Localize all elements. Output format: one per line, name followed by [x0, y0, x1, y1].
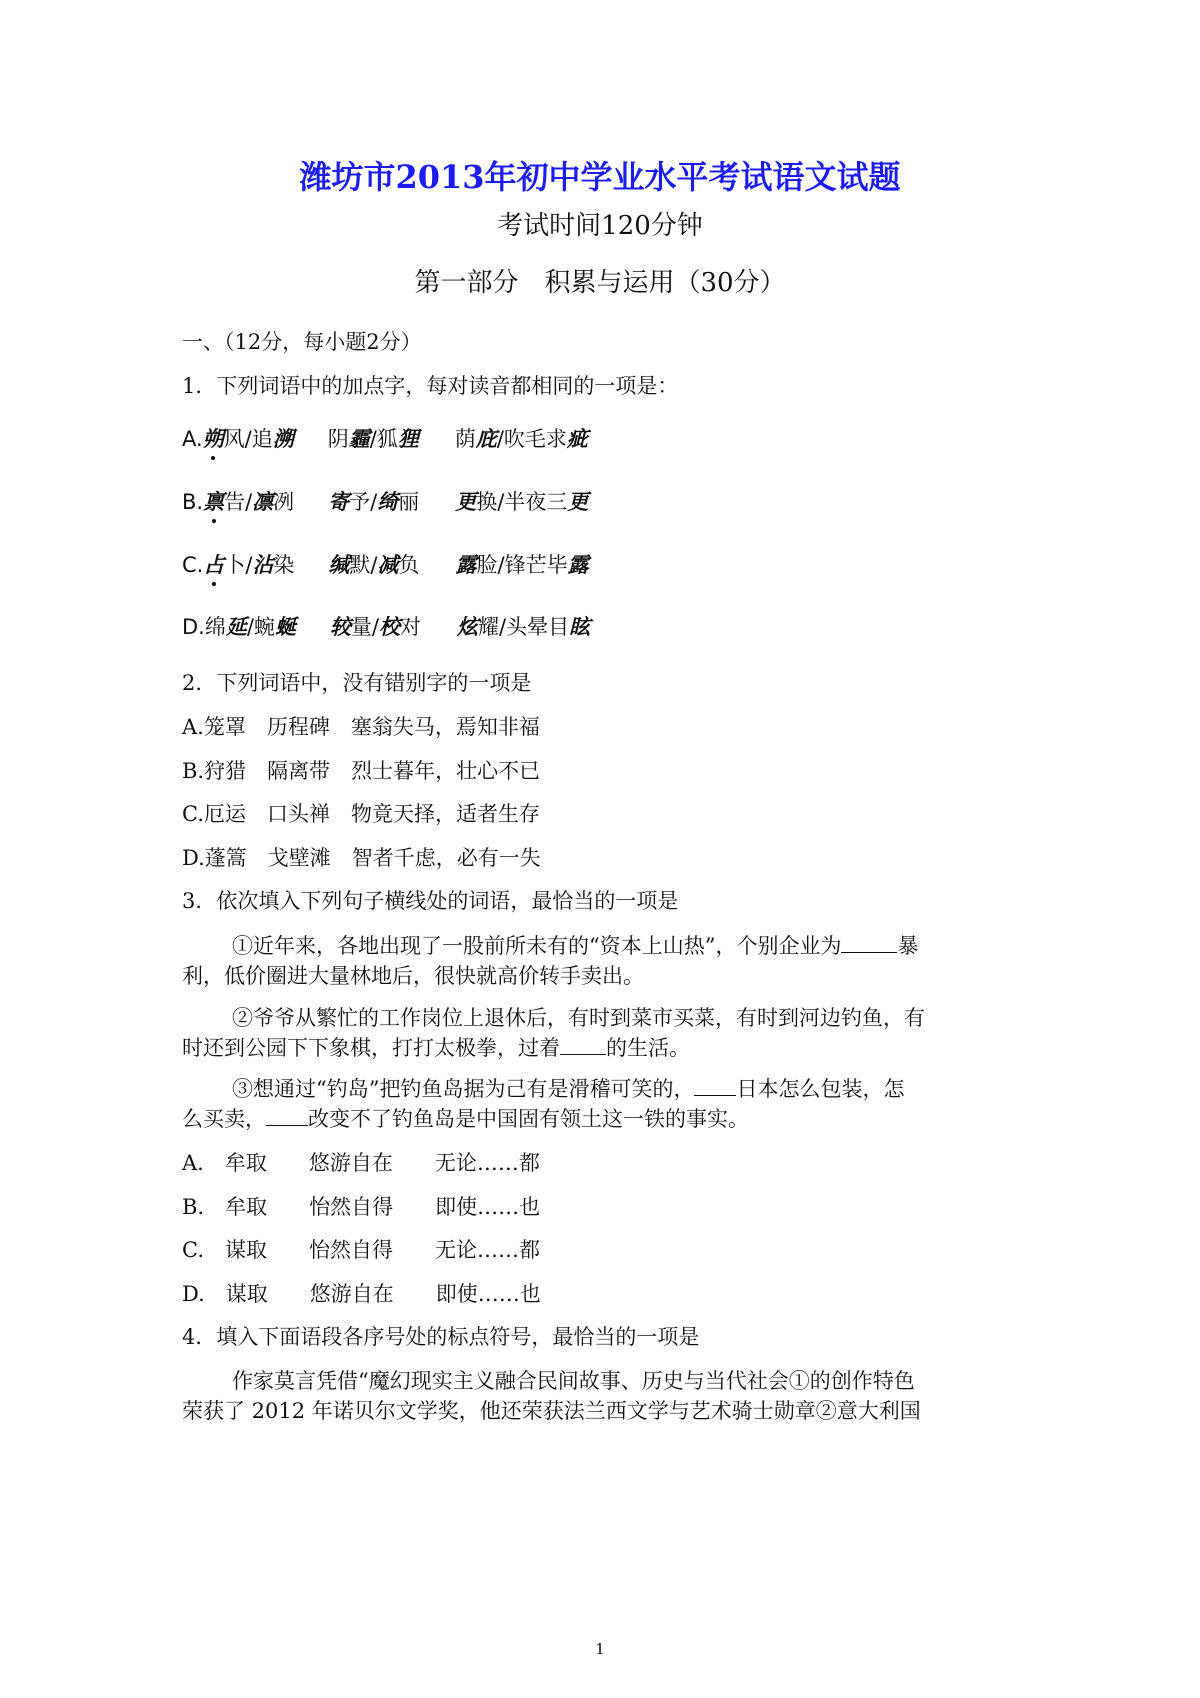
q2-option-c: C.厄运 口头禅 物竟天择，适者生存 — [182, 802, 540, 826]
text: 缄 — [328, 553, 350, 577]
text: 绵 — [204, 615, 226, 639]
question-2-stem: 2．下列词语中，没有错别字的一项是 — [182, 671, 532, 695]
text: /蜿 — [246, 615, 275, 639]
text: 量/ — [350, 615, 380, 639]
fill-blank — [694, 1075, 736, 1096]
question-3-stem: 3．依次填入下列句子横线处的词语，最恰当的一项是 — [182, 889, 679, 913]
q1-option-d — [182, 611, 590, 641]
text: 溯 — [272, 427, 294, 451]
dotted-char: 朔 — [202, 427, 224, 451]
q3-sentence-2-cont — [182, 1032, 690, 1062]
q4-paragraph-line-2: 荣获了 2012 年诺贝尔文学奖，他还荣获法兰西文学与艺术骑士勋章②意大利国 — [182, 1399, 921, 1423]
section-heading: 一、（12分，每小题2分） — [182, 330, 422, 354]
text: /狐 — [369, 427, 398, 451]
text: 对 — [400, 615, 422, 639]
text: 炫 — [457, 615, 479, 639]
exam-time: 考试时间120分钟 — [497, 211, 703, 241]
q3-option-a: A. 牟取 悠游自在 无论……都 — [182, 1151, 540, 1175]
text: 沾 — [252, 553, 274, 577]
option-label: D. — [182, 615, 205, 639]
text: 露 — [455, 553, 477, 577]
dotted-char: 占 — [203, 553, 225, 577]
text: 庇 — [475, 427, 497, 451]
text: 时还到公园下下象棋，打打太极拳，过着 — [182, 1036, 560, 1060]
text: /吹毛求 — [496, 427, 567, 451]
text: 耀/头晕目 — [478, 615, 570, 639]
text: 默/ — [349, 553, 378, 577]
part-title: 第一部分 积累与运用（30分） — [414, 268, 786, 298]
text: 延 — [225, 615, 247, 639]
q1-option-c — [182, 549, 589, 579]
text: 更 — [455, 490, 477, 514]
q1-option-a — [182, 423, 588, 453]
fill-blank — [560, 1034, 606, 1055]
q3-option-c: C. 谋取 怡然自得 无论……都 — [182, 1238, 540, 1262]
question-4-stem: 4．填入下面语段各序号处的标点符号，最恰当的一项是 — [182, 1325, 700, 1349]
text: 卜/ — [224, 553, 253, 577]
fill-blank — [266, 1105, 308, 1126]
option-label: B. — [182, 490, 204, 514]
text: 染 — [273, 553, 295, 577]
text: 换/半夜三 — [476, 490, 568, 514]
text: 冽 — [273, 490, 295, 514]
text: 么买卖， — [182, 1107, 266, 1131]
text: 暴 — [897, 934, 919, 958]
fill-blank — [841, 932, 897, 953]
text: 阴 — [327, 427, 349, 451]
q2-option-b: B.狩猎 隔离带 烈士暮年，壮心不已 — [182, 759, 541, 783]
q3-option-d: D. 谋取 悠游自在 即使……也 — [182, 1282, 541, 1306]
question-1-stem: 1．下列词语中的加点字，每对读音都相同的一项是： — [182, 374, 679, 398]
text: 改变不了钓鱼岛是中国固有领土这一铁的事实。 — [308, 1107, 749, 1131]
q2-option-d: D.蓬篙 戈壁滩 智者千虑，必有一失 — [182, 846, 541, 870]
text: 荫 — [454, 427, 476, 451]
option-label: C. — [182, 553, 204, 577]
text: 霾 — [348, 427, 370, 451]
option-label: A. — [182, 427, 203, 451]
text: 予/ — [349, 490, 378, 514]
text: 眩 — [569, 615, 591, 639]
text: 寄 — [328, 490, 350, 514]
page-number: 1 — [595, 1640, 605, 1658]
text: 凛 — [252, 490, 274, 514]
q3-sentence-1-cont: 利，低价圈进大量林地后，很快就高价转手卖出。 — [182, 964, 644, 988]
text: ①近年来，各地出现了一股前所未有的“资本上山热”，个别企业为 — [232, 934, 842, 958]
text: 更 — [567, 490, 589, 514]
text: 绮 — [377, 490, 399, 514]
q3-sentence-3 — [232, 1073, 904, 1103]
text: 较 — [329, 615, 351, 639]
text: 减 — [377, 553, 399, 577]
text: 日本怎么包装，怎 — [736, 1077, 905, 1101]
text: 校 — [379, 615, 401, 639]
text: 蜒 — [274, 615, 296, 639]
q3-sentence-2: ②爷爷从繁忙的工作岗位上退休后，有时到菜市买菜，有时到河边钓鱼，有 — [232, 1006, 925, 1030]
text: 脸/锋芒毕 — [476, 553, 568, 577]
text: ③想通过“钓岛”把钓鱼岛据为己有是滑稽可笑的， — [232, 1077, 695, 1101]
q3-option-b: B. 牟取 怡然自得 即使……也 — [182, 1195, 541, 1219]
text: 的生活。 — [606, 1036, 690, 1060]
q1-option-b — [182, 486, 588, 516]
text: 露 — [567, 553, 589, 577]
q2-option-a: A.笼罩 历程碑 塞翁失马，焉知非福 — [182, 715, 540, 739]
dotted-char: 禀 — [203, 490, 225, 514]
text: 告/ — [224, 490, 253, 514]
q3-sentence-1 — [232, 930, 918, 960]
q3-sentence-3-cont — [182, 1103, 749, 1133]
text: 负 — [398, 553, 420, 577]
q4-paragraph-line-1: 作家莫言凭借“魔幻现实主义融合民间故事、历史与当代社会①的创作特色 — [232, 1369, 915, 1393]
text: 丽 — [398, 490, 420, 514]
text: 风/追 — [223, 427, 273, 451]
text: 狸 — [397, 427, 419, 451]
exam-title: 潍坊市2013年初中学业水平考试语文试题 — [299, 158, 901, 196]
text: 疵 — [566, 427, 588, 451]
